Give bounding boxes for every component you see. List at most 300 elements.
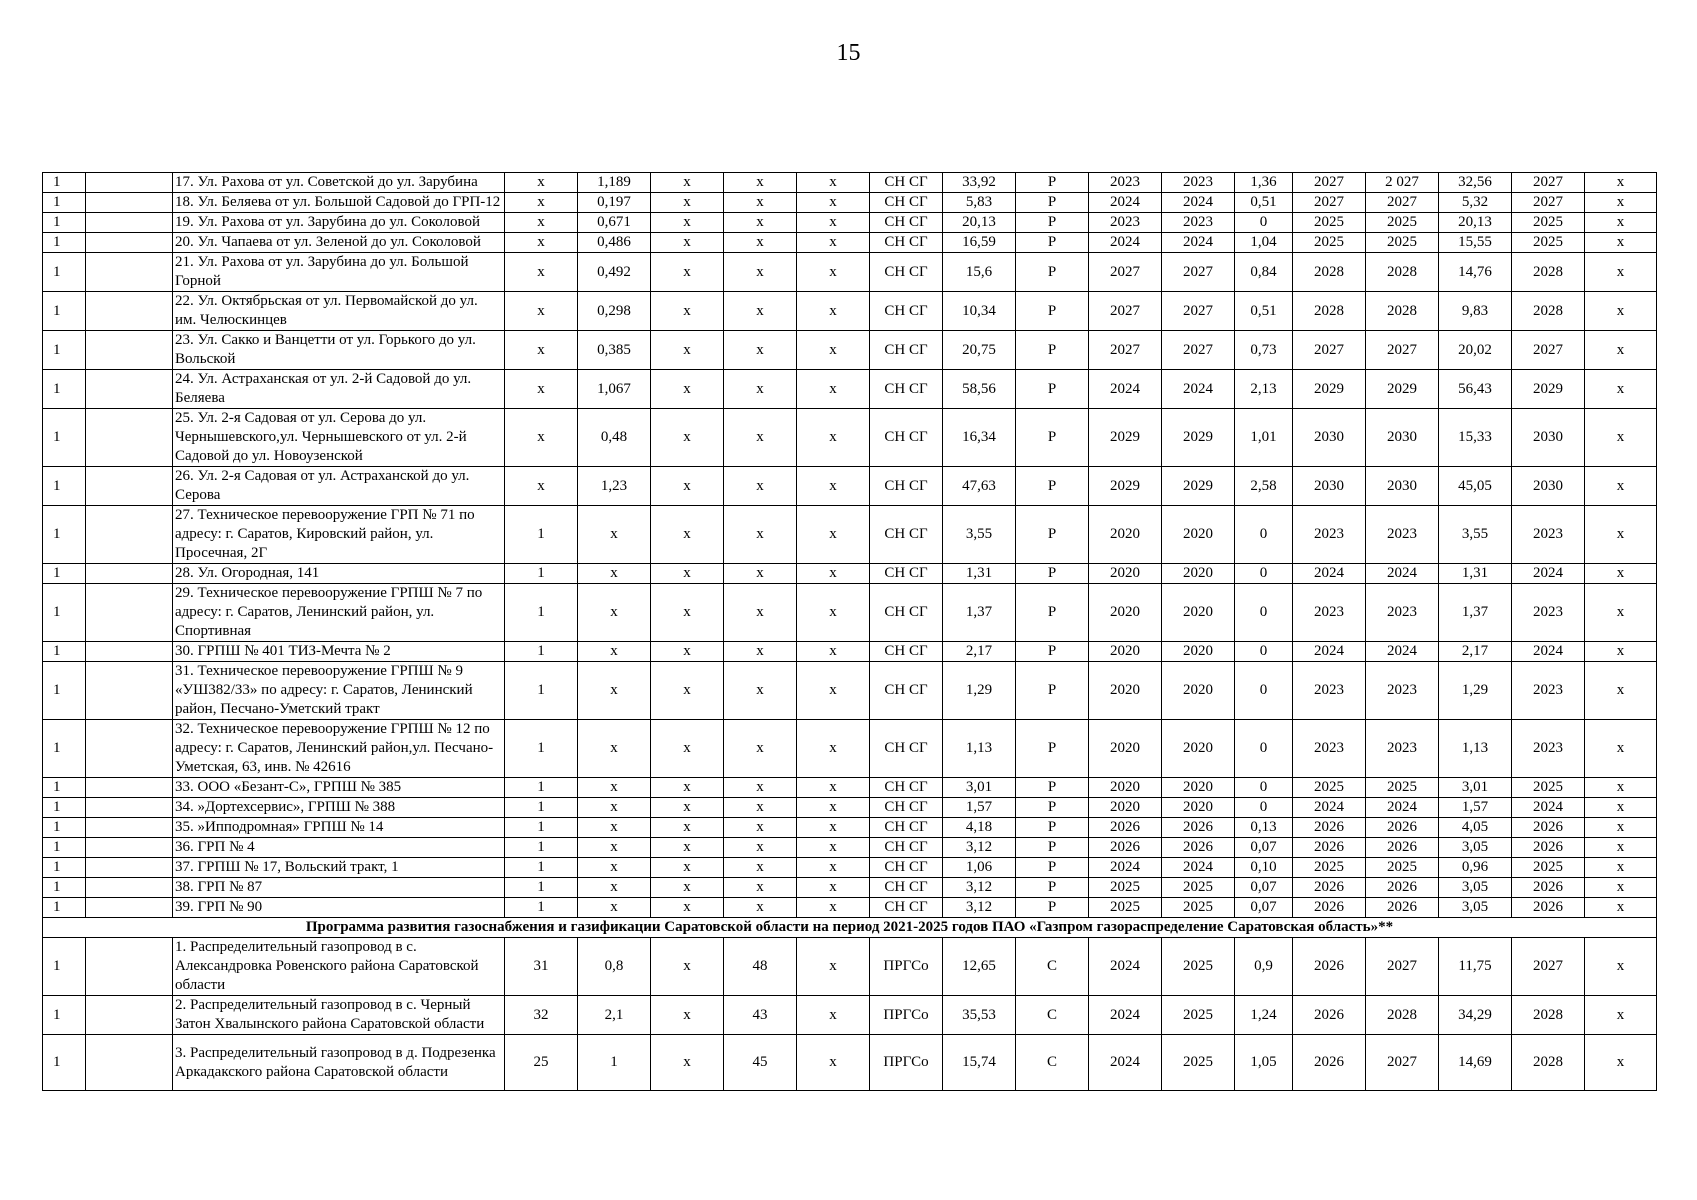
table-cell: 2024: [1162, 858, 1235, 878]
table-cell: Р: [1016, 173, 1089, 193]
table-cell: 2020: [1089, 662, 1162, 720]
table-cell: x: [797, 193, 870, 213]
table-cell: 1: [43, 878, 86, 898]
table-cell: 2026: [1162, 818, 1235, 838]
table-cell: 2024: [1293, 564, 1366, 584]
table-cell: x: [651, 878, 724, 898]
table-cell: 2025: [1162, 996, 1235, 1035]
table-cell: 2020: [1162, 798, 1235, 818]
table-cell: [86, 720, 173, 778]
table-cell: 34,29: [1439, 996, 1512, 1035]
table-cell: x: [578, 662, 651, 720]
table-cell: 2024: [1089, 193, 1162, 213]
table-row: [43, 798, 1657, 818]
table-cell: 2028: [1512, 253, 1585, 292]
table-cell: 3,05: [1439, 898, 1512, 918]
table-cell: [86, 818, 173, 838]
object-name-cell: 28. Ул. Огородная, 141: [173, 564, 505, 584]
table-cell: Р: [1016, 798, 1089, 818]
table-cell: 2024: [1512, 642, 1585, 662]
table-cell: 2027: [1366, 331, 1439, 370]
table-cell: 2027: [1162, 253, 1235, 292]
table-cell: x: [797, 898, 870, 918]
table-cell: 2023: [1512, 662, 1585, 720]
table-cell: x: [797, 798, 870, 818]
table-cell: 2025: [1512, 778, 1585, 798]
table-cell: x: [797, 662, 870, 720]
table-row: [43, 778, 1657, 798]
table-cell: x: [797, 331, 870, 370]
object-name-cell: 20. Ул. Чапаева от ул. Зеленой до ул. Соколовой: [173, 233, 505, 253]
table-cell: 0,13: [1235, 818, 1293, 838]
table-cell: 2025: [1162, 938, 1235, 996]
object-name-cell: 35. »Ипподромная» ГРПШ № 14: [173, 818, 505, 838]
table-cell: x: [724, 292, 797, 331]
table-cell: x: [1585, 253, 1657, 292]
table-cell: 1,23: [578, 467, 651, 506]
object-name-cell: 21. Ул. Рахова от ул. Зарубина до ул. Большой Горной: [173, 253, 505, 292]
section-header-row: [43, 918, 1657, 938]
table-cell: Р: [1016, 193, 1089, 213]
table-cell: x: [651, 838, 724, 858]
table-cell: 1: [43, 858, 86, 878]
data-table: [42, 172, 1657, 1091]
table-cell: 1,29: [943, 662, 1016, 720]
table-cell: x: [797, 213, 870, 233]
table-cell: x: [578, 858, 651, 878]
table-cell: 2028: [1293, 292, 1366, 331]
table-cell: 2023: [1366, 720, 1439, 778]
table-cell: 2023: [1293, 584, 1366, 642]
table-row: [43, 409, 1657, 467]
table-cell: x: [724, 409, 797, 467]
table-cell: [86, 506, 173, 564]
table-cell: ПРГСо: [870, 938, 943, 996]
table-cell: Р: [1016, 662, 1089, 720]
table-cell: ПРГСо: [870, 1035, 943, 1091]
table-cell: 0,9: [1235, 938, 1293, 996]
table-cell: С: [1016, 938, 1089, 996]
table-cell: 2025: [1293, 778, 1366, 798]
table-cell: Р: [1016, 878, 1089, 898]
table-cell: 20,02: [1439, 331, 1512, 370]
table-cell: 2020: [1089, 584, 1162, 642]
table-cell: x: [1585, 173, 1657, 193]
table-cell: 1,31: [943, 564, 1016, 584]
table-cell: x: [578, 778, 651, 798]
table-row: [43, 253, 1657, 292]
table-cell: Р: [1016, 409, 1089, 467]
table-cell: 20,75: [943, 331, 1016, 370]
table-cell: 0,07: [1235, 878, 1293, 898]
table-cell: x: [651, 798, 724, 818]
table-cell: 0: [1235, 662, 1293, 720]
table-cell: 3,55: [1439, 506, 1512, 564]
table-cell: x: [1585, 467, 1657, 506]
table-cell: Р: [1016, 292, 1089, 331]
table-cell: СН СГ: [870, 173, 943, 193]
table-cell: x: [797, 292, 870, 331]
table-cell: 2025: [1089, 878, 1162, 898]
table-cell: 16,59: [943, 233, 1016, 253]
table-cell: x: [578, 898, 651, 918]
table-cell: 2027: [1293, 193, 1366, 213]
table-cell: 0,51: [1235, 193, 1293, 213]
table-cell: 2,58: [1235, 467, 1293, 506]
table-cell: x: [1585, 564, 1657, 584]
table-cell: [86, 584, 173, 642]
table-cell: 1: [43, 506, 86, 564]
table-cell: СН СГ: [870, 564, 943, 584]
table-cell: 2030: [1512, 409, 1585, 467]
table-cell: СН СГ: [870, 778, 943, 798]
table-cell: 2025: [1293, 858, 1366, 878]
table-cell: x: [797, 173, 870, 193]
table-cell: x: [797, 467, 870, 506]
table-cell: Р: [1016, 506, 1089, 564]
table-cell: 2024: [1366, 798, 1439, 818]
table-cell: x: [724, 173, 797, 193]
table-cell: 1: [43, 564, 86, 584]
table-cell: 2024: [1162, 193, 1235, 213]
table-cell: [86, 233, 173, 253]
table-cell: x: [1585, 996, 1657, 1035]
table-cell: 2025: [1293, 213, 1366, 233]
table-cell: 1: [43, 467, 86, 506]
table-cell: x: [797, 506, 870, 564]
table-cell: x: [724, 838, 797, 858]
table-cell: 2027: [1089, 253, 1162, 292]
table-cell: 0,486: [578, 233, 651, 253]
table-cell: [86, 213, 173, 233]
table-cell: 1,57: [1439, 798, 1512, 818]
table-cell: 2028: [1512, 996, 1585, 1035]
table-cell: x: [797, 642, 870, 662]
table-cell: x: [651, 467, 724, 506]
table-cell: x: [651, 409, 724, 467]
table-cell: 2028: [1366, 996, 1439, 1035]
table-row: [43, 898, 1657, 918]
table-cell: 0,298: [578, 292, 651, 331]
table-cell: [86, 292, 173, 331]
table-cell: СН СГ: [870, 662, 943, 720]
table-cell: 2026: [1512, 878, 1585, 898]
table-cell: x: [1585, 409, 1657, 467]
table-cell: 2030: [1512, 467, 1585, 506]
table-cell: 2029: [1089, 467, 1162, 506]
table-cell: x: [651, 720, 724, 778]
table-cell: x: [578, 584, 651, 642]
table-cell: 2029: [1162, 467, 1235, 506]
table-cell: [86, 996, 173, 1035]
table-cell: x: [1585, 292, 1657, 331]
table-cell: 0,385: [578, 331, 651, 370]
table-cell: 2025: [1512, 233, 1585, 253]
table-cell: x: [578, 642, 651, 662]
table-cell: 0,07: [1235, 898, 1293, 918]
table-cell: 2023: [1293, 662, 1366, 720]
table-row: [43, 292, 1657, 331]
table-cell: 1: [505, 720, 578, 778]
table-cell: Р: [1016, 233, 1089, 253]
table-cell: 1,06: [943, 858, 1016, 878]
table-cell: [86, 253, 173, 292]
object-name-cell: 22. Ул. Октябрьская от ул. Первомайской до ул. им. Челюскинцев: [173, 292, 505, 331]
table-cell: 2026: [1089, 818, 1162, 838]
table-cell: Р: [1016, 778, 1089, 798]
table-cell: 1: [43, 331, 86, 370]
table-cell: Р: [1016, 720, 1089, 778]
table-row: [43, 193, 1657, 213]
table-cell: 2024: [1089, 1035, 1162, 1091]
table-cell: 2024: [1089, 996, 1162, 1035]
table-cell: 0,197: [578, 193, 651, 213]
table-cell: 2028: [1366, 253, 1439, 292]
table-cell: 0,10: [1235, 858, 1293, 878]
table-cell: 2020: [1162, 720, 1235, 778]
table-cell: 1: [43, 838, 86, 858]
table-body: [43, 173, 1657, 1091]
table-cell: x: [651, 778, 724, 798]
table-cell: x: [797, 370, 870, 409]
table-cell: Р: [1016, 898, 1089, 918]
table-cell: x: [1585, 838, 1657, 858]
table-cell: 2024: [1162, 233, 1235, 253]
table-cell: 2024: [1366, 642, 1439, 662]
object-name-cell: 37. ГРПШ № 17, Вольский тракт, 1: [173, 858, 505, 878]
table-cell: 2026: [1293, 838, 1366, 858]
table-cell: x: [651, 996, 724, 1035]
table-cell: 2026: [1512, 838, 1585, 858]
table-cell: 2024: [1089, 233, 1162, 253]
table-cell: 0,48: [578, 409, 651, 467]
table-row: [43, 878, 1657, 898]
table-cell: 3,01: [943, 778, 1016, 798]
table-cell: СН СГ: [870, 370, 943, 409]
table-cell: С: [1016, 1035, 1089, 1091]
table-cell: 2020: [1089, 778, 1162, 798]
table-cell: 31: [505, 938, 578, 996]
table-cell: СН СГ: [870, 409, 943, 467]
table-cell: x: [651, 253, 724, 292]
object-name-cell: 18. Ул. Беляева от ул. Большой Садовой до ГРП-12: [173, 193, 505, 213]
table-cell: 2023: [1512, 720, 1585, 778]
table-cell: 3,12: [943, 838, 1016, 858]
table-cell: [86, 467, 173, 506]
table-cell: 0: [1235, 642, 1293, 662]
table-cell: x: [505, 213, 578, 233]
table-cell: 1: [505, 878, 578, 898]
table-cell: x: [651, 213, 724, 233]
table-cell: 2020: [1162, 564, 1235, 584]
table-cell: 14,69: [1439, 1035, 1512, 1091]
table-cell: 1,37: [943, 584, 1016, 642]
object-name-cell: 26. Ул. 2-я Садовая от ул. Астраханской до ул. Серова: [173, 467, 505, 506]
table-row: [43, 467, 1657, 506]
table-cell: 15,55: [1439, 233, 1512, 253]
table-cell: x: [724, 858, 797, 878]
table-cell: Р: [1016, 253, 1089, 292]
table-cell: x: [1585, 233, 1657, 253]
table-cell: x: [724, 878, 797, 898]
table-cell: 2023: [1512, 584, 1585, 642]
table-cell: Р: [1016, 331, 1089, 370]
table-cell: [86, 798, 173, 818]
table-cell: x: [651, 1035, 724, 1091]
table-cell: 25: [505, 1035, 578, 1091]
table-cell: 1: [43, 996, 86, 1035]
table-cell: 2025: [1162, 1035, 1235, 1091]
table-cell: 2029: [1162, 409, 1235, 467]
table-cell: x: [651, 642, 724, 662]
table-cell: 1,57: [943, 798, 1016, 818]
table-cell: 2027: [1293, 173, 1366, 193]
table-row: [43, 564, 1657, 584]
table-cell: 4,05: [1439, 818, 1512, 838]
table-cell: 43: [724, 996, 797, 1035]
table-cell: [86, 878, 173, 898]
table-row: [43, 213, 1657, 233]
table-cell: x: [651, 193, 724, 213]
table-cell: 2026: [1512, 898, 1585, 918]
table-row: [43, 642, 1657, 662]
table-cell: x: [651, 173, 724, 193]
table-cell: СН СГ: [870, 506, 943, 564]
table-cell: 1: [505, 898, 578, 918]
object-name-cell: 19. Ул. Рахова от ул. Зарубина до ул. Соколовой: [173, 213, 505, 233]
table-row: [43, 584, 1657, 642]
table-cell: x: [505, 331, 578, 370]
table-row: [43, 331, 1657, 370]
table-cell: x: [1585, 662, 1657, 720]
table-cell: x: [724, 253, 797, 292]
table-cell: 2026: [1293, 878, 1366, 898]
table-cell: 2027: [1089, 331, 1162, 370]
table-cell: 2020: [1089, 506, 1162, 564]
table-cell: [86, 173, 173, 193]
table-cell: x: [797, 878, 870, 898]
table-cell: 11,75: [1439, 938, 1512, 996]
table-cell: x: [724, 642, 797, 662]
table-cell: 3,05: [1439, 838, 1512, 858]
table-cell: x: [505, 193, 578, 213]
table-cell: 2024: [1089, 938, 1162, 996]
table-cell: [86, 1035, 173, 1091]
table-cell: 2028: [1366, 292, 1439, 331]
table-cell: x: [651, 370, 724, 409]
table-cell: 2027: [1512, 173, 1585, 193]
table-cell: Р: [1016, 467, 1089, 506]
table-cell: ПРГСо: [870, 996, 943, 1035]
table-cell: 2026: [1512, 818, 1585, 838]
table-cell: 2026: [1293, 938, 1366, 996]
table-cell: x: [724, 213, 797, 233]
table-cell: 2028: [1512, 1035, 1585, 1091]
table-cell: 1,24: [1235, 996, 1293, 1035]
table-cell: 1: [43, 818, 86, 838]
table-cell: 2,17: [943, 642, 1016, 662]
table-cell: x: [1585, 370, 1657, 409]
table-cell: 1,37: [1439, 584, 1512, 642]
table-cell: 5,83: [943, 193, 1016, 213]
table-cell: 1: [43, 584, 86, 642]
table-cell: 1: [505, 564, 578, 584]
table-cell: 2023: [1293, 720, 1366, 778]
table-cell: 2029: [1293, 370, 1366, 409]
table-cell: 2026: [1366, 818, 1439, 838]
table-cell: 14,76: [1439, 253, 1512, 292]
table-cell: 2025: [1162, 878, 1235, 898]
table-cell: x: [724, 720, 797, 778]
table-cell: x: [1585, 938, 1657, 996]
table-cell: 48: [724, 938, 797, 996]
table-cell: x: [724, 662, 797, 720]
table-cell: 2020: [1162, 584, 1235, 642]
table-cell: x: [797, 564, 870, 584]
table-row: [43, 662, 1657, 720]
table-cell: 1: [505, 642, 578, 662]
table-cell: 2020: [1162, 662, 1235, 720]
table-cell: 2023: [1366, 584, 1439, 642]
table-cell: x: [797, 838, 870, 858]
table-cell: x: [1585, 720, 1657, 778]
table-cell: 1,189: [578, 173, 651, 193]
table-cell: Р: [1016, 858, 1089, 878]
table-cell: 0,84: [1235, 253, 1293, 292]
table-cell: 1,05: [1235, 1035, 1293, 1091]
table-cell: 3,12: [943, 898, 1016, 918]
table-cell: 3,12: [943, 878, 1016, 898]
table-cell: 3,01: [1439, 778, 1512, 798]
table-cell: 2027: [1366, 1035, 1439, 1091]
table-cell: x: [1585, 584, 1657, 642]
table-cell: 4,18: [943, 818, 1016, 838]
table-cell: [86, 858, 173, 878]
table-cell: x: [724, 331, 797, 370]
table-cell: 2027: [1366, 193, 1439, 213]
table-cell: 2030: [1366, 409, 1439, 467]
table-cell: x: [1585, 818, 1657, 838]
table-cell: 2023: [1089, 213, 1162, 233]
table-cell: 2023: [1366, 662, 1439, 720]
table-cell: x: [651, 331, 724, 370]
table-cell: 56,43: [1439, 370, 1512, 409]
table-cell: 2028: [1512, 292, 1585, 331]
page-number: 15: [836, 40, 861, 66]
table-cell: 2025: [1366, 778, 1439, 798]
table-cell: x: [578, 878, 651, 898]
table-cell: СН СГ: [870, 858, 943, 878]
table-cell: 20,13: [943, 213, 1016, 233]
table-cell: x: [505, 173, 578, 193]
table-cell: 2029: [1512, 370, 1585, 409]
table-cell: x: [797, 778, 870, 798]
table-cell: x: [724, 506, 797, 564]
table-cell: 2029: [1089, 409, 1162, 467]
table-cell: x: [1585, 213, 1657, 233]
table-cell: x: [651, 858, 724, 878]
table-cell: x: [797, 818, 870, 838]
table-cell: 2025: [1366, 213, 1439, 233]
table-cell: x: [651, 233, 724, 253]
table-cell: 0: [1235, 720, 1293, 778]
table-cell: 2025: [1366, 858, 1439, 878]
object-name-cell: 17. Ул. Рахова от ул. Советской до ул. Зарубина: [173, 173, 505, 193]
table-cell: 0: [1235, 798, 1293, 818]
table-cell: 1: [43, 370, 86, 409]
table-cell: 2020: [1089, 720, 1162, 778]
table-cell: x: [797, 720, 870, 778]
